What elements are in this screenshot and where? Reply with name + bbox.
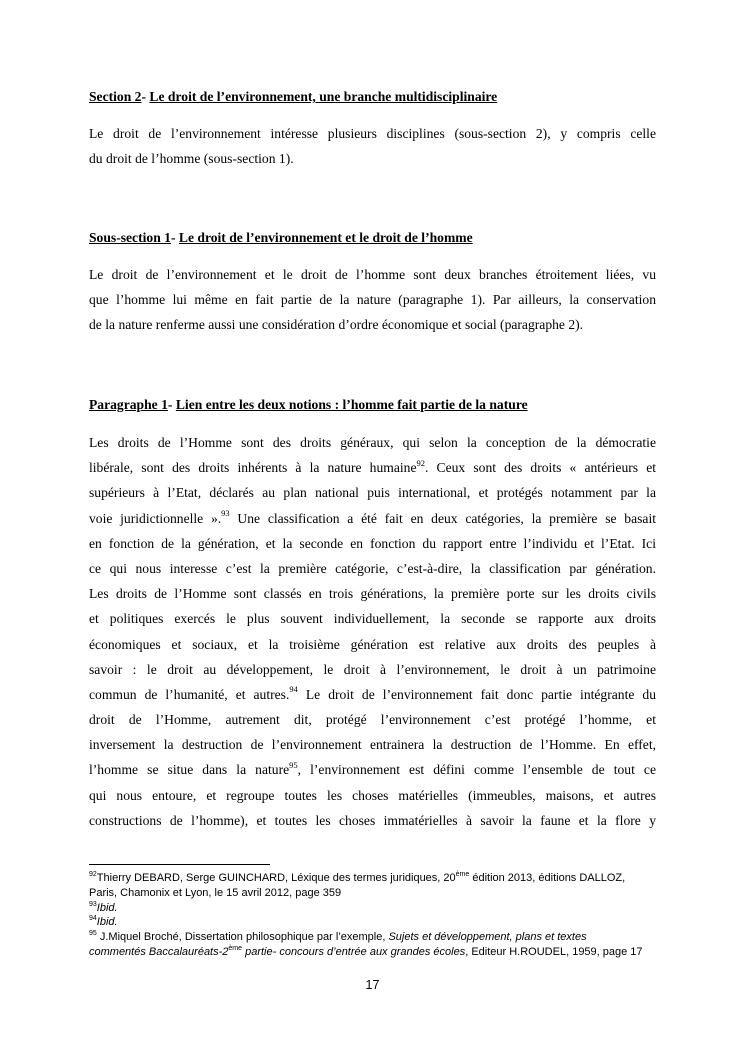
footnote-text: Ibid. [96, 916, 118, 928]
footnote-separator [89, 864, 270, 865]
text-line: savoir : le droit au développement, le droit à l’environnement, le droit à un patrimoine [89, 661, 656, 677]
footnote-text: Thierry DEBARD, Serge GUINCHARD, Léxique des termes juridiques, 20 [96, 872, 456, 884]
subsection-1-heading [89, 230, 473, 246]
footnote-93 [89, 901, 659, 916]
text-line: que l’homme lui même en fait partie de la nature (paragraphe 1). Par ailleurs, la conservation [89, 292, 656, 308]
paragraph-1-body [89, 430, 656, 833]
paragraph-1-label: Paragraphe 1 [89, 397, 168, 412]
text-run: . Ceux sont des droits « antérieurs et [424, 460, 657, 476]
footnote-text: Paris, Chamonix et Lyon, le 15 avril 2012, page 359 [89, 887, 342, 899]
footnote-italic-text: Sujets et développement, plans et textes [388, 931, 587, 943]
subsection-1-label: Sous-section 1 [89, 230, 171, 245]
footnote-94 [89, 915, 659, 930]
section-2-separator: - [141, 89, 150, 104]
text-line: supérieurs à l’Etat, déclarés au plan national puis international, et protégés notamment par la [89, 485, 656, 501]
footnote-92 [89, 871, 659, 886]
footnote-92-cont [89, 886, 659, 901]
footnote-number: 94 [89, 915, 97, 923]
text-line: droit de l’Homme, autrement dit, protégé l’environnement c’est protégé l’homme, et [89, 712, 656, 728]
text-line: Le droit de l’environnement et le droit de l’homme sont deux branches étroitement liées, vu [89, 267, 656, 282]
paragraph-1-heading [89, 397, 528, 413]
footnote-text: Ibid. [96, 902, 118, 914]
footnote-ref-94: 94 [289, 684, 298, 695]
paragraph-1-separator: - [167, 397, 176, 412]
text-line [89, 455, 656, 480]
footnote-95-cont [89, 945, 659, 960]
section-2-title: Le droit de l’environnement, une branche multidisciplinaire [149, 89, 498, 104]
footnote-number: 93 [89, 901, 97, 909]
text-run: commun de l’humanité, et autres. [89, 686, 290, 702]
footnote-ref-95: 95 [289, 759, 298, 770]
section-2-label: Section 2 [89, 89, 142, 104]
text-line: en fonction de la génération, et la seconde en fonction du rapport entre l’individu et l’Etat. Ici [89, 535, 656, 551]
text-line: et politiques exercés le plus souvent individuellement, la seconde se rapporte aux droits [89, 611, 656, 627]
subsection-1-separator: - [170, 230, 179, 245]
text-line: qui nous entoure, et regroupe toutes les choses matérielles (immeubles, maisons, et autres [89, 787, 656, 803]
text-line [89, 682, 656, 707]
page-number: 17 [365, 978, 380, 992]
footnote-ref-92: 92 [416, 457, 425, 468]
text-line: Les droits de l’Homme sont classés en trois générations, la première porte sur les droits civils [89, 586, 656, 602]
footnote-text: J.Miquel Broché, Dissertation philosophique par l’exemple, [96, 931, 389, 943]
footnote-text: édition 2013, éditions DALLOZ, [469, 872, 626, 884]
footnote-number: 95 [89, 930, 97, 938]
subsection-1-title: Le droit de l’environnement et le droit de l’homme [178, 230, 473, 245]
footnote-ref-93: 93 [221, 508, 230, 519]
text-line: inversement la destruction de l’environnement entrainera la destruction de l’Homme. En effet, [89, 737, 656, 753]
text-run: l’homme se situe dans la nature [89, 762, 290, 778]
text-line: constructions de l’homme), et toutes les choses immatérielles à savoir la faune et la flore y [89, 812, 656, 828]
text-run: voie juridictionnelle ». [89, 510, 222, 526]
footnote-italic-text: partie- concours d’entrée aux grandes écoles [242, 946, 466, 958]
text-line: de la nature renferme aussi une considération d’ordre économique et social (paragraphe 2). [89, 317, 584, 333]
paragraph-1-title: Lien entre les deux notions : l’homme fait partie de la nature [175, 397, 528, 412]
footnote-95 [89, 930, 659, 945]
text-line: du droit de l’homme (sous-section 1). [89, 151, 294, 167]
section-2-paragraph [89, 121, 656, 171]
text-line [89, 757, 656, 782]
subsection-1-paragraph [89, 262, 656, 338]
footnote-text: , Editeur H.ROUDEL, 1959, page 17 [465, 946, 643, 958]
footnote-superscript: ème [228, 945, 243, 953]
footnote-number: 92 [89, 871, 97, 879]
footnote-superscript: ème [455, 871, 470, 879]
text-run: libérale, sont des droits inhérents à la nature humaine [89, 460, 417, 476]
footnote-italic-text: commentés Baccalauréats-2 [89, 946, 229, 958]
text-run: Le droit de l’environnement fait donc partie intégrante du [297, 686, 656, 702]
text-line: économiques et sociaux, et la troisième génération est relative aux droits des peuples à [89, 636, 656, 652]
text-line [89, 506, 656, 531]
text-run: Une classification a été fait en deux catégories, la première se basait [229, 510, 656, 526]
text-line: ce qui nous interesse c’est la première catégorie, c’est-à-dire, la classification par génération. [89, 560, 656, 576]
section-2-heading [89, 89, 497, 105]
text-line: Les droits de l’Homme sont des droits généraux, qui selon la conception de la démocratie [89, 435, 656, 450]
text-line: Le droit de l’environnement intéresse plusieurs disciplines (sous-section 2), y compris celle [89, 126, 656, 141]
text-run: , l’environnement est défini comme l’ensemble de tout ce [297, 762, 656, 778]
